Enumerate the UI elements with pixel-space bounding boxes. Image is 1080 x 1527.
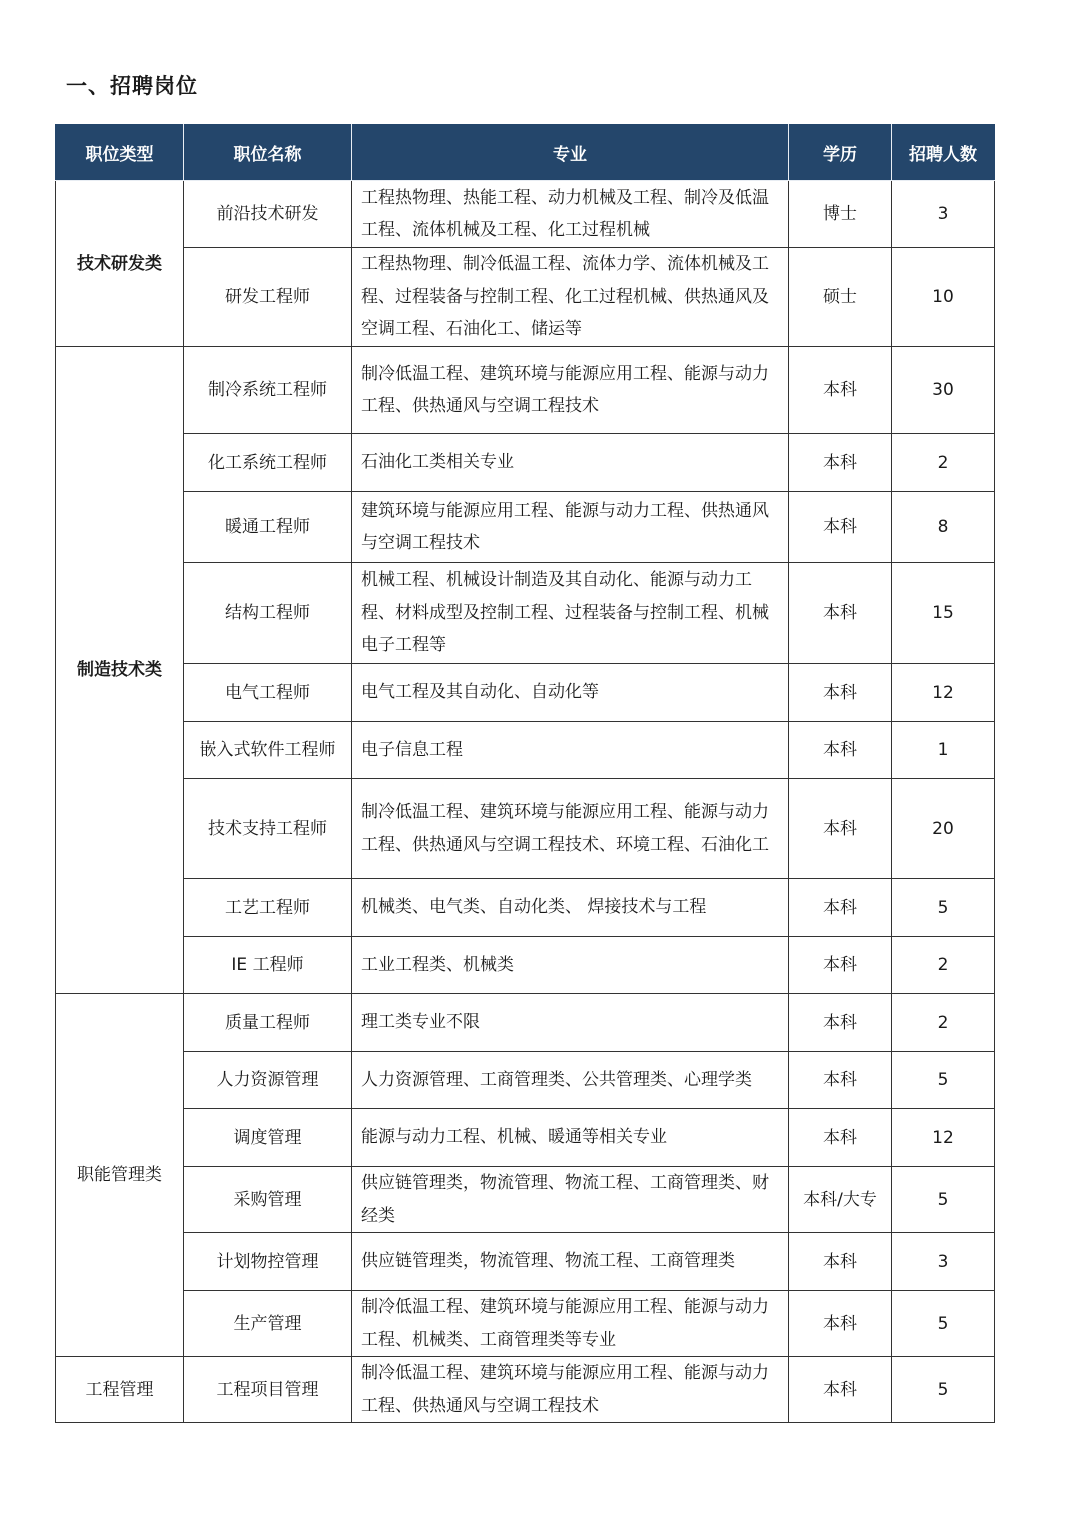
header-category: 职位类型: [56, 125, 184, 181]
degree-cell: 本科: [789, 492, 892, 563]
count-cell: 8: [892, 492, 995, 563]
position-cell: 前沿技术研发: [184, 181, 352, 248]
count-cell: 5: [892, 1357, 995, 1423]
count-cell: 20: [892, 779, 995, 879]
category-cell: 制造技术类: [56, 347, 184, 994]
table-row: [56, 1357, 995, 1423]
table-row: [56, 1167, 995, 1233]
count-cell: 5: [892, 1167, 995, 1233]
position-cell: 暖通工程师: [184, 492, 352, 563]
major-cell: 能源与动力工程、机械、暖通等相关专业: [352, 1109, 789, 1167]
major-cell: 供应链管理类，物流管理、物流工程、工商管理类: [352, 1233, 789, 1291]
count-cell: 15: [892, 563, 995, 664]
degree-cell: 本科: [789, 434, 892, 492]
table-row: [56, 563, 995, 664]
position-cell: 调度管理: [184, 1109, 352, 1167]
count-cell: 10: [892, 248, 995, 347]
table-row: [56, 248, 995, 347]
header-position: 职位名称: [184, 125, 352, 181]
count-cell: 3: [892, 181, 995, 248]
degree-cell: 本科: [789, 664, 892, 722]
count-cell: 2: [892, 434, 995, 492]
position-cell: 质量工程师: [184, 994, 352, 1052]
table-row: [56, 664, 995, 722]
count-cell: 12: [892, 1109, 995, 1167]
position-cell: 结构工程师: [184, 563, 352, 664]
table-row: [56, 434, 995, 492]
count-cell: 2: [892, 994, 995, 1052]
count-cell: 30: [892, 347, 995, 434]
count-cell: 3: [892, 1233, 995, 1291]
position-cell: 工程项目管理: [184, 1357, 352, 1423]
degree-cell: 本科: [789, 1233, 892, 1291]
table-header-row: [56, 125, 995, 181]
degree-cell: 博士: [789, 181, 892, 248]
position-cell: 人力资源管理: [184, 1052, 352, 1109]
header-count: 招聘人数: [892, 125, 995, 181]
table-row: [56, 779, 995, 879]
degree-cell: 本科: [789, 563, 892, 664]
major-cell: 理工类专业不限: [352, 994, 789, 1052]
major-cell: 制冷低温工程、建筑环境与能源应用工程、能源与动力工程、供热通风与空调工程技术: [352, 1357, 789, 1423]
count-cell: 5: [892, 1291, 995, 1357]
position-cell: 电气工程师: [184, 664, 352, 722]
table-row: [56, 492, 995, 563]
section-title: 一、招聘岗位: [66, 74, 198, 98]
table-row: [56, 879, 995, 937]
header-major: 专业: [352, 125, 789, 181]
count-cell: 5: [892, 879, 995, 937]
table-row: [56, 994, 995, 1052]
position-cell: 生产管理: [184, 1291, 352, 1357]
major-cell: 供应链管理类，物流管理、物流工程、工商管理类、财经类: [352, 1167, 789, 1233]
major-cell: 制冷低温工程、建筑环境与能源应用工程、能源与动力工程、供热通风与空调工程技术、环境工程、石油化工: [352, 779, 789, 879]
count-cell: 1: [892, 722, 995, 779]
recruitment-table: [55, 124, 995, 1423]
category-cell: 技术研发类: [56, 181, 184, 347]
position-cell: 技术支持工程师: [184, 779, 352, 879]
major-cell: 石油化工类相关专业: [352, 434, 789, 492]
major-cell: 建筑环境与能源应用工程、能源与动力工程、供热通风与空调工程技术: [352, 492, 789, 563]
degree-cell: 本科: [789, 1109, 892, 1167]
degree-cell: 本科: [789, 722, 892, 779]
major-cell: 制冷低温工程、建筑环境与能源应用工程、能源与动力工程、供热通风与空调工程技术: [352, 347, 789, 434]
position-cell: 研发工程师: [184, 248, 352, 347]
position-cell: 工艺工程师: [184, 879, 352, 937]
major-cell: 机械工程、机械设计制造及其自动化、能源与动力工程、材料成型及控制工程、过程装备与控制工程、机械电子工程等: [352, 563, 789, 664]
degree-cell: 本科: [789, 779, 892, 879]
major-cell: 制冷低温工程、建筑环境与能源应用工程、能源与动力工程、机械类、工商管理类等专业: [352, 1291, 789, 1357]
major-cell: 电子信息工程: [352, 722, 789, 779]
degree-cell: 本科: [789, 1291, 892, 1357]
category-cell: 工程管理: [56, 1357, 184, 1423]
degree-cell: 本科: [789, 879, 892, 937]
header-degree: 学历: [789, 125, 892, 181]
major-cell: 工程热物理、热能工程、动力机械及工程、制冷及低温工程、流体机械及工程、化工过程机械: [352, 181, 789, 248]
count-cell: 5: [892, 1052, 995, 1109]
major-cell: 机械类、电气类、自动化类、 焊接技术与工程: [352, 879, 789, 937]
table-row: [56, 347, 995, 434]
table-row: [56, 1109, 995, 1167]
degree-cell: 本科: [789, 347, 892, 434]
degree-cell: 本科/大专: [789, 1167, 892, 1233]
table-row: [56, 937, 995, 994]
position-cell: 计划物控管理: [184, 1233, 352, 1291]
degree-cell: 硕士: [789, 248, 892, 347]
position-cell: IE 工程师: [184, 937, 352, 994]
major-cell: 人力资源管理、工商管理类、公共管理类、心理学类: [352, 1052, 789, 1109]
major-cell: 工业工程类、机械类: [352, 937, 789, 994]
table-row: [56, 1233, 995, 1291]
count-cell: 12: [892, 664, 995, 722]
position-cell: 采购管理: [184, 1167, 352, 1233]
degree-cell: 本科: [789, 1052, 892, 1109]
degree-cell: 本科: [789, 1357, 892, 1423]
position-cell: 化工系统工程师: [184, 434, 352, 492]
count-cell: 2: [892, 937, 995, 994]
degree-cell: 本科: [789, 994, 892, 1052]
table-row: [56, 1291, 995, 1357]
category-cell: 职能管理类: [56, 994, 184, 1357]
table-row: [56, 1052, 995, 1109]
position-cell: 嵌入式软件工程师: [184, 722, 352, 779]
position-cell: 制冷系统工程师: [184, 347, 352, 434]
major-cell: 工程热物理、制冷低温工程、流体力学、流体机械及工程、过程装备与控制工程、化工过程机械、供热通风及空调工程、石油化工、储运等: [352, 248, 789, 347]
table-row: [56, 722, 995, 779]
major-cell: 电气工程及其自动化、自动化等: [352, 664, 789, 722]
degree-cell: 本科: [789, 937, 892, 994]
table-row: [56, 181, 995, 248]
